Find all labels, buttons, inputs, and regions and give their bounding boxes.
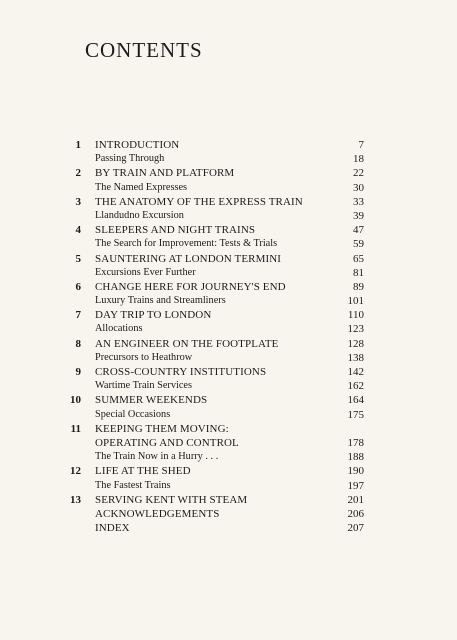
entry-title: Excursions Ever Further [95,266,196,278]
entry-title: INTRODUCTION [95,139,180,151]
page-number: 201 [347,493,364,506]
toc-chapter-entry [64,252,364,266]
entry-title: Wartime Train Services [95,380,192,392]
page-number: 65 [353,252,364,265]
entry-title: SUMMER WEEKENDS [95,394,208,407]
entry-title: SERVING KENT WITH STEAM [95,493,248,506]
page-number: 175 [347,408,364,421]
page-number: 47 [353,224,364,237]
toc-subentry [64,152,364,166]
page-number: 22 [353,167,364,180]
toc-chapter-entry [64,166,364,180]
toc-chapter-entry [64,365,364,379]
entry-title: Special Occasions [95,408,171,420]
page-number: 39 [353,209,364,222]
page-number: 81 [353,266,364,279]
page-number: 142 [347,366,364,378]
chapter-number: 9 [75,366,81,378]
toc-subentry [64,294,364,308]
entry-title: Precursors to Heathrow [95,351,193,363]
toc-subentry [64,351,364,365]
chapter-number: 5 [75,252,81,265]
toc-subentry [64,379,364,393]
page-number: 190 [347,465,364,478]
chapter-number: 12 [70,465,81,478]
entry-title: KEEPING THEM MOVING: [95,422,229,435]
page-number: 110 [347,309,364,322]
page-number: 188 [347,451,364,464]
chapter-number: 1 [75,139,81,151]
entry-title: CROSS-COUNTRY INSTITUTIONS [95,366,267,378]
page-number: 33 [353,195,364,208]
toc-subentry [64,450,364,464]
chapter-number: 6 [75,280,81,293]
toc-chapter-entry [64,280,364,294]
page-number: 178 [347,436,364,449]
page-number: 18 [353,153,364,166]
entry-title: OPERATING AND CONTROL [95,436,239,449]
page-number: 206 [347,507,364,520]
chapter-number: 4 [75,224,81,237]
toc-subentry [64,266,364,280]
page-number: 89 [353,280,364,293]
chapter-number: 11 [70,422,81,435]
chapter-number: 10 [70,394,81,407]
page-number: 138 [347,351,364,364]
page-number: 197 [347,479,364,492]
page-number: 30 [353,181,364,194]
page-number: 128 [347,337,364,350]
entry-title: LIFE AT THE SHED [95,465,191,478]
page-number: 7 [358,139,364,151]
entry-title: ACKNOWLEDGEMENTS [95,507,220,520]
entry-title: DAY TRIP TO LONDON [95,309,212,322]
toc-chapter-entry [64,308,364,322]
page-title: CONTENTS [85,38,203,62]
page-number: 123 [347,323,364,336]
toc-chapter-entry [64,521,364,535]
entry-title: Llandudno Excursion [95,209,184,221]
page-number: 59 [353,238,364,251]
entry-title: The Search for Improvement: Tests & Trials [95,238,278,250]
table-of-contents [64,138,364,535]
toc-chapter-entry [64,138,364,152]
toc-chapter-entry [64,195,364,209]
entry-title: THE ANATOMY OF THE EXPRESS TRAIN [95,195,303,208]
entry-title: The Named Expresses [95,181,188,193]
toc-subentry [64,408,364,422]
chapter-number: 2 [75,167,81,180]
toc-subentry [64,322,364,336]
toc-subentry [64,479,364,493]
entry-title: The Fastest Trains [95,479,171,491]
entry-title: CHANGE HERE FOR JOURNEY'S END [95,280,286,293]
toc-chapter-entry [64,422,364,436]
toc-chapter-entry [64,223,364,237]
chapter-number: 8 [75,337,81,350]
chapter-number: 7 [75,309,81,322]
toc-chapter-entry [64,493,364,507]
toc-subentry [64,181,364,195]
chapter-number: 13 [70,493,81,506]
toc-chapter-entry [64,436,364,450]
entry-title: The Train Now in a Hurry . . . [95,451,219,463]
toc-subentry [64,237,364,251]
toc-chapter-entry [64,337,364,351]
entry-title: SLEEPERS AND NIGHT TRAINS [95,224,256,237]
entry-title: Allocations [95,323,143,335]
toc-chapter-entry [64,464,364,478]
page-number: 164 [347,394,364,407]
page-number: 207 [347,522,364,535]
entry-title: SAUNTERING AT LONDON TERMINI [95,252,282,265]
entry-title: AN ENGINEER ON THE FOOTPLATE [95,337,279,350]
page-number: 162 [347,380,364,393]
toc-subentry [64,209,364,223]
toc-chapter-entry [64,393,364,407]
page-number: 101 [347,295,364,308]
toc-chapter-entry [64,507,364,521]
entry-title: INDEX [95,522,130,535]
entry-title: Passing Through [95,153,165,165]
entry-title: Luxury Trains and Streamliners [95,295,226,307]
entry-title: BY TRAIN AND PLATFORM [95,167,235,180]
chapter-number: 3 [75,195,81,208]
